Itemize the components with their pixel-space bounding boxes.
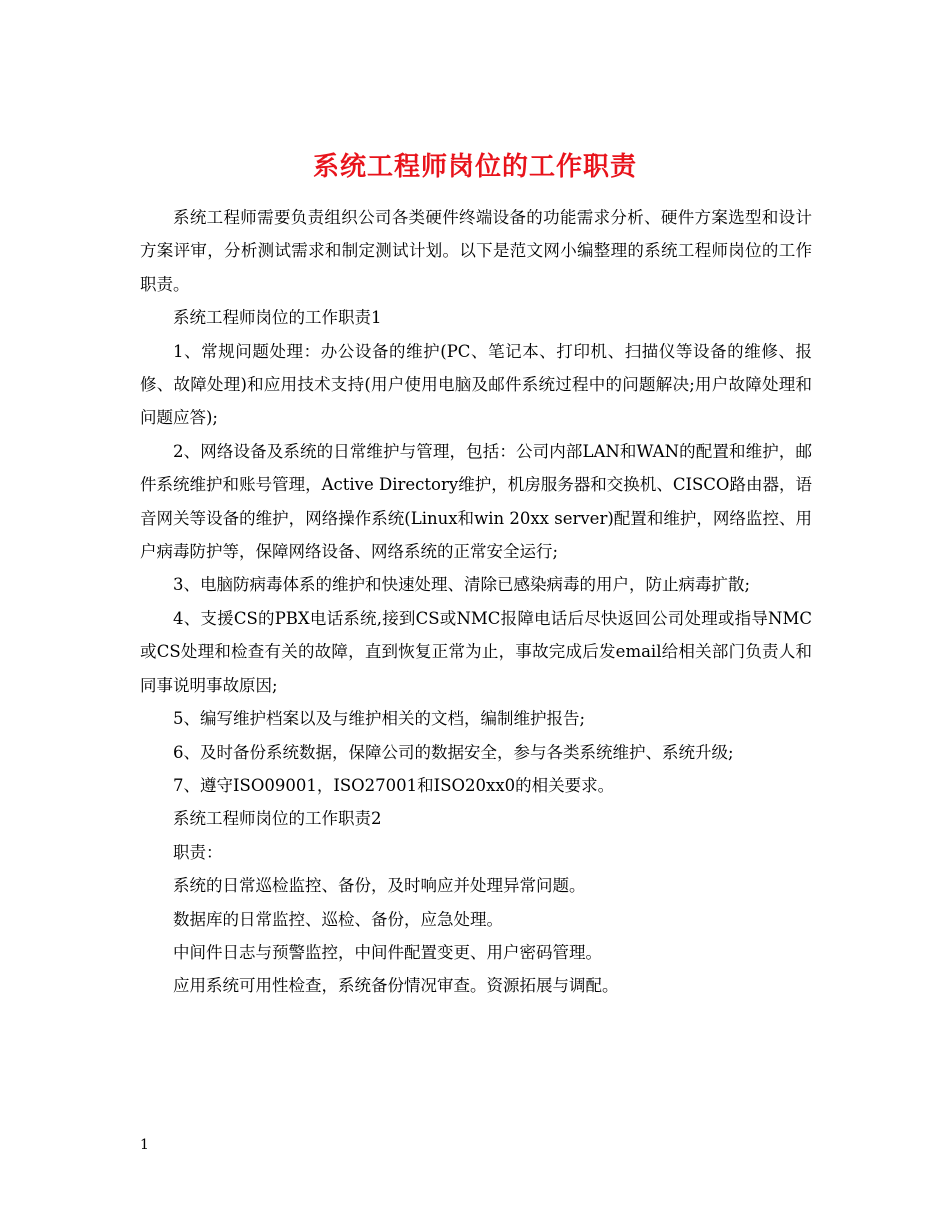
duty-item-5: 5、编写维护档案以及与维护相关的文档，编制维护报告; xyxy=(173,709,586,729)
duty-item-7: 7、遵守ISO09001，ISO27001和ISO20xx0的相关要求。 xyxy=(173,775,615,795)
section-heading-1: 系统工程师岗位的工作职责1 xyxy=(173,308,382,328)
duty-line-1: 系统的日常巡检监控、备份，及时响应并处理异常问题。 xyxy=(173,876,586,896)
duty-item-4: 4、支援CS的PBX电话系统,接到CS或NMC报障电话后尽快返回公司处理或指导NMC或CS处理和检查有关的故障，直到恢复正常为止，事故完成后发email给相关部门负责人和同事说明事故原因; xyxy=(140,608,812,695)
duty-item-3: 3、电脑防病毒体系的维护和快速处理、清除已感染病毒的用户，防止病毒扩散; xyxy=(173,575,751,595)
duties-label: 职责： xyxy=(173,842,223,862)
page-number: 1 xyxy=(140,1137,149,1153)
document-body xyxy=(140,201,812,1003)
duty-item-6: 6、及时备份系统数据，保障公司的数据安全，参与各类系统维护、系统升级; xyxy=(173,742,734,762)
duty-item-2: 2、网络设备及系统的日常维护与管理，包括：公司内部LAN和WAN的配置和维护，邮件系统维护和账号管理，Active Directory维护，机房服务器和交换机、CISCO路由器，语音网关等设备的维护，网络操作系统(Linux和win 20xx server)配置和维护，网络监控、用户病毒防护等，保障网络设备、网络系统的正常安全运行; xyxy=(140,441,812,562)
document-title: 系统工程师岗位的工作职责 xyxy=(312,152,637,183)
section-heading-2: 系统工程师岗位的工作职责2 xyxy=(173,809,382,829)
duty-item-1: 1、常规问题处理：办公设备的维护(PC、笔记本、打印机、扫描仪等设备的维修、报修、故障处理)和应用技术支持(用户使用电脑及邮件系统过程中的问题解决;用户故障处理和问题应答); xyxy=(140,341,812,428)
duty-line-3: 中间件日志与预警监控，中间件配置变更、用户密码管理。 xyxy=(173,942,602,962)
duty-line-2: 数据库的日常监控、巡检、备份，应急处理。 xyxy=(173,909,503,929)
duty-line-4: 应用系统可用性检查，系统备份情况审查。资源拓展与调配。 xyxy=(173,976,619,996)
intro-paragraph: 系统工程师需要负责组织公司各类硬件终端设备的功能需求分析、硬件方案选型和设计方案评审，分析测试需求和制定测试计划。以下是范文网小编整理的系统工程师岗位的工作职责。 xyxy=(140,208,812,294)
